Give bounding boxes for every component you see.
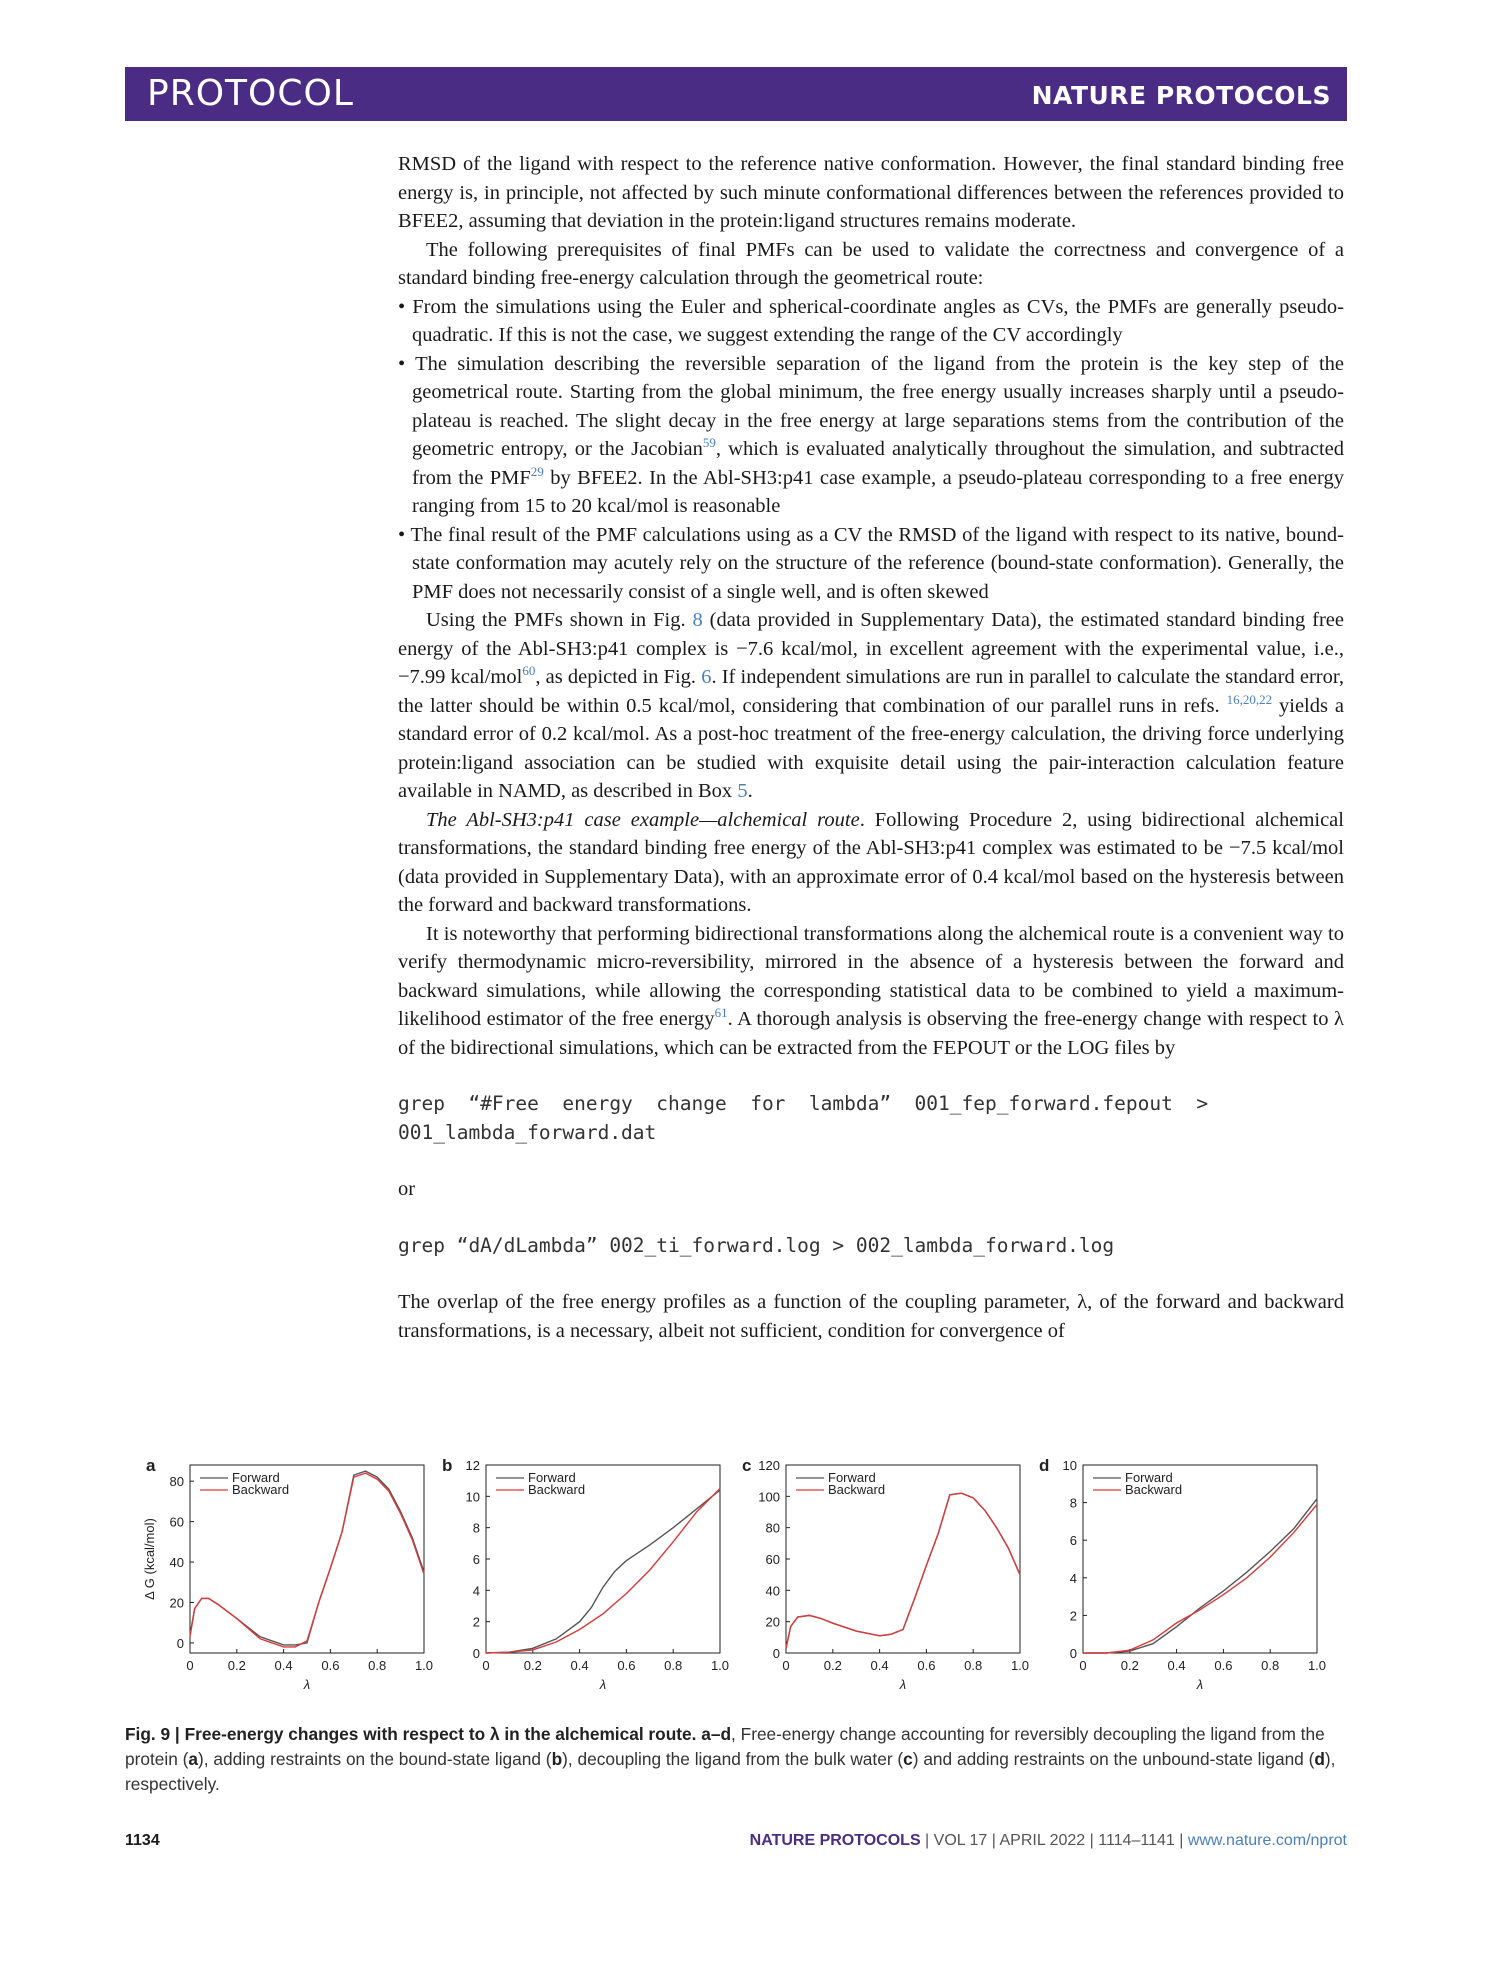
paragraph: or	[398, 1178, 416, 1200]
y-tick-label: 4	[472, 1583, 480, 1599]
section-title: PROTOCOL	[147, 73, 354, 114]
legend-label: Forward	[528, 1470, 576, 1485]
x-tick-label: 0.4	[570, 1658, 589, 1673]
x-axis-label: λ	[899, 1677, 907, 1692]
journal-title: NATURE PROTOCOLS	[1031, 81, 1331, 110]
citation[interactable]: 59	[702, 435, 716, 451]
plot-frame-b	[486, 1465, 720, 1653]
x-tick-label: 1.0	[1010, 1658, 1030, 1673]
x-tick-label: 0.6	[617, 1658, 636, 1673]
paragraph: Using the PMFs shown in Fig. 8 (data provided in Supplementary Data), the estimated standard binding free energy of the Abl-SH3:p41 complex is −7.6 kcal/mol, in excellent agreement with the experimental value, i.e., −7.99 kcal/mol$^{60}$, as depicted in Fig. 6. If independent simulations are run in parallel to calculate the standard error, the latter should be within 0.5 kcal/mol, considering that combination of our parallel runs in refs. $^{16,20,22}$ yields a standard error of 0.2 kcal/mol. As a post-hoc treatment of the free-energy calculation, the driving force underlying protein:ligand association can be studied with exquisite detail using the pair-interaction calculation feature available in NAMD, as described in Box 5.	[398, 609, 1344, 802]
y-tick-label: 120	[758, 1458, 780, 1473]
y-tick-label: 2	[1069, 1608, 1077, 1624]
bullet-item: • The final result of the PMF calculations using as a CV the RMSD of the ligand with respect to its native, bound-state conformation may acutely rely on the structure of the reference (bound-state conformation). Generally, the PMF does not necessarily consist of a single well, and is often skewed	[398, 523, 1344, 603]
plot-frame-d	[1083, 1465, 1317, 1653]
y-tick-label: 0	[772, 1646, 780, 1661]
paragraph: RMSD of the ligand with respect to the reference native conformation. However, the final standard binding free energy is, in principle, not affected by such minute conformational differences between the references provided to BFEE2, assuming that deviation in the protein:ligand structures remains moderate.	[398, 153, 1344, 232]
y-tick-label: 10	[1062, 1458, 1077, 1473]
y-tick-label: 4	[1069, 1570, 1077, 1586]
y-tick-label: 100	[758, 1489, 780, 1505]
main-text	[398, 150, 1344, 1345]
x-tick-label: 0.4	[870, 1658, 889, 1673]
bullet-item: • The simulation describing the reversible separation of the ligand from the protein is the key step of the geometrical route. Starting from the global minimum, the free energy usually increases sharply until a pseudo-plateau is reached. The slight decay in the free energy at large separations stems from the contribution of the geometric entropy, or the Jacobian$^{59}$, which is evaluated analytically throughout the simulation, and subtracted from the PMF$^{29}$ by BFEE2. In the Abl-SH3:p41 case example, a pseudo-plateau corresponding to a free energy ranging from 15 to 20 kcal/mol is reasonable	[398, 352, 1344, 517]
y-tick-label: 20	[765, 1614, 780, 1630]
legend-label: Backward	[232, 1482, 290, 1497]
x-tick-label: 0.8	[964, 1658, 983, 1673]
code-line: grep “dA/dLambda” 002_ti_forward.log > 002_lambda_forward.log	[398, 1233, 1115, 1257]
bullet-item: • From the simulations using the Euler and spherical-coordinate angles as CVs, the PMFs are generally pseudo-quadratic. If this is not the case, we suggest extending the range of the CV accordingly	[398, 295, 1344, 346]
panel-label-b: b	[442, 1456, 453, 1475]
y-tick-label: 6	[472, 1552, 480, 1567]
citation[interactable]: 29	[530, 463, 544, 479]
series-line-backward	[486, 1489, 720, 1654]
y-tick-label: 60	[765, 1552, 780, 1567]
figure-9	[130, 1445, 1350, 1715]
y-tick-label: 12	[465, 1458, 480, 1473]
x-tick-label: 1.0	[710, 1658, 730, 1673]
x-axis-label: λ	[1196, 1677, 1204, 1692]
panel-label-c: c	[742, 1456, 752, 1475]
citation[interactable]: 16,20,22	[1226, 691, 1273, 707]
footer-citation: NATURE PROTOCOLS | VOL 17 | APRIL 2022 | 1114–1141 | www.nature.com/nprot	[749, 1832, 1347, 1849]
series-line-backward	[190, 1473, 424, 1647]
series-line-forward	[190, 1471, 424, 1645]
paragraph: The following prerequisites of final PMFs can be used to validate the correctness and convergence of a standard binding free-energy calculation through the geometrical route:	[398, 238, 1344, 289]
plot-frame-a	[190, 1465, 424, 1653]
x-tick-label: 0.2	[1120, 1658, 1139, 1673]
figure-link[interactable]: 6	[701, 666, 712, 688]
y-tick-label: 10	[465, 1489, 480, 1505]
code-line: grep “#Free energy change for lambda” 001_fep_forward.fepout >	[398, 1092, 1209, 1115]
y-tick-label: 60	[169, 1514, 184, 1530]
y-tick-label: 80	[169, 1474, 184, 1490]
x-axis-label: λ	[303, 1677, 311, 1692]
x-tick-label: 0.6	[1214, 1658, 1233, 1673]
legend-label: Backward	[1125, 1482, 1183, 1497]
x-tick-label: 0	[1079, 1658, 1087, 1673]
x-tick-label: 0.6	[917, 1658, 936, 1673]
x-tick-label: 0.6	[321, 1658, 340, 1673]
y-tick-label: 40	[169, 1555, 184, 1571]
x-tick-label: 0.8	[664, 1658, 683, 1673]
figure-link[interactable]: 8	[692, 609, 703, 631]
x-tick-label: 0	[186, 1658, 194, 1673]
legend-label: Backward	[528, 1482, 586, 1497]
y-axis-label: Δ G (kcal/mol)	[142, 1518, 157, 1600]
y-tick-label: 0	[1069, 1646, 1077, 1661]
y-tick-label: 0	[176, 1635, 184, 1651]
x-tick-label: 1.0	[1307, 1658, 1327, 1673]
x-tick-label: 0.8	[1261, 1658, 1280, 1673]
series-line-backward	[786, 1493, 1020, 1648]
panel-label-d: d	[1039, 1456, 1050, 1475]
x-tick-label: 0.2	[227, 1658, 246, 1673]
citation[interactable]: 60	[522, 663, 536, 679]
y-tick-label: 8	[1069, 1495, 1077, 1511]
legend-label: Forward	[828, 1470, 876, 1485]
legend-label: Forward	[1125, 1470, 1173, 1485]
y-tick-label: 2	[472, 1614, 480, 1630]
journal-url[interactable]: www.nature.com/nprot	[1187, 1832, 1347, 1849]
series-line-forward	[486, 1490, 720, 1653]
y-tick-label: 6	[1069, 1533, 1077, 1549]
paragraph: The Abl-SH3:p41 case example—alchemical route. Following Procedure 2, using bidirectional alchemical transformations, the standard binding free energy of the Abl-SH3:p41 complex was estimated to be −7.5 kcal/mol (data provided in Supplementary Data), with an approximate error of 0.4 kcal/mol based on the hysteresis between the forward and backward transformations.	[398, 808, 1344, 916]
x-tick-label: 1.0	[414, 1658, 434, 1673]
series-line-backward	[1083, 1505, 1317, 1654]
y-tick-label: 8	[472, 1520, 480, 1536]
x-tick-label: 0	[782, 1658, 790, 1673]
plot-frame-c	[786, 1465, 1020, 1653]
paragraph: It is noteworthy that performing bidirectional transformations along the alchemical route is a convenient way to verify thermodynamic micro-reversibility, mirrored in the absence of a hysteresis between the forward and backward simulations, while allowing the corresponding statistical data to be combined to yield a maximum-likelihood estimator of the free energy$^{61}$. A thorough analysis is observing the free-energy change with respect to λ of the bidirectional simulations, which can be extracted from the FEPOUT or the LOG files by	[398, 922, 1344, 1059]
legend-label: Forward	[232, 1470, 280, 1485]
panel-label-a: a	[146, 1456, 156, 1475]
x-tick-label: 0.8	[368, 1658, 387, 1673]
series-line-forward	[1083, 1499, 1317, 1653]
y-tick-label: 0	[472, 1646, 480, 1661]
y-tick-label: 40	[765, 1583, 780, 1599]
x-tick-label: 0.2	[523, 1658, 542, 1673]
x-tick-label: 0.4	[1167, 1658, 1186, 1673]
x-tick-label: 0	[482, 1658, 490, 1673]
x-tick-label: 0.2	[823, 1658, 842, 1673]
figure-caption: Fig. 9 | Free-energy changes with respect to λ in the alchemical route. a–d, Free-energy change accounting for reversibly decoupling the ligand from the protein (a), adding restraints on the bound-state ligand (b), decoupling the ligand from the bulk water (c) and adding restraints on the unbound-state ligand (d), respectively.	[125, 1724, 1336, 1794]
legend-label: Backward	[828, 1482, 886, 1497]
paragraph: The overlap of the free energy profiles as a function of the coupling parameter, λ, of the forward and backward transformations, is a necessary, albeit not sufficient, condition for convergence of	[398, 1291, 1344, 1342]
x-axis-label: λ	[599, 1677, 607, 1692]
code-line: 001_lambda_forward.dat	[398, 1120, 657, 1144]
y-tick-label: 20	[169, 1595, 184, 1611]
x-tick-label: 0.4	[274, 1658, 293, 1673]
box-link[interactable]: 5	[737, 780, 748, 802]
series-line-forward	[786, 1493, 1020, 1648]
citation[interactable]: 61	[714, 1005, 728, 1021]
y-tick-label: 80	[765, 1520, 780, 1536]
page-number: 1134	[125, 1832, 160, 1849]
header-bar	[125, 67, 1347, 121]
